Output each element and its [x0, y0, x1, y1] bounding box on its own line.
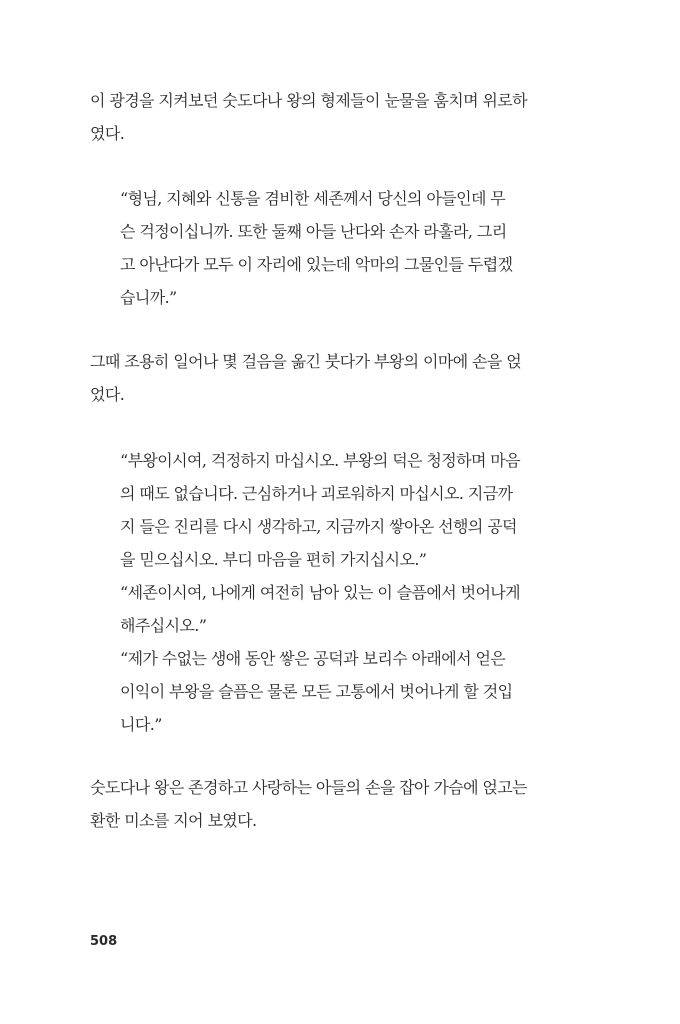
text-line: 을 믿으십시오. 부디 마음을 편히 가지십시오.”: [120, 550, 427, 569]
text-line: 니다.”: [120, 715, 162, 734]
quote-1: [120, 182, 512, 314]
page-number: 508: [90, 934, 118, 949]
quote-2: [120, 444, 520, 741]
text-line: 이익이 부왕을 슬픔은 물론 모든 고통에서 벗어나게 할 것입: [120, 682, 513, 701]
text-line: 였다.: [90, 124, 125, 143]
text-line: 슨 걱정이십니까. 또한 둘째 아들 난다와 손자 라훌라, 그리: [120, 222, 507, 241]
paragraph-1: [90, 84, 527, 150]
text-line: 이 광경을 지켜보던 숫도다나 왕의 형제들이 눈물을 훔치며 위로하: [90, 91, 528, 110]
text-line: 고 아난다가 모두 이 자리에 있는데 악마의 그물인들 두렵겠: [120, 255, 513, 274]
text-line: “제가 수없는 생애 동안 쌓은 공덕과 보리수 아래에서 얻은: [120, 649, 506, 668]
text-line: “형님, 지혜와 신통을 겸비한 세존께서 당신의 아들인데 무: [120, 189, 506, 208]
text-line: 었다.: [90, 385, 125, 404]
text-line: 환한 미소를 지어 보였다.: [90, 811, 257, 830]
text-line: “세존이시여, 나에게 여전히 남아 있는 이 슬픔에서 벗어나게: [120, 583, 521, 602]
text-line: “부왕이시여, 걱정하지 마십시오. 부왕의 덕은 청정하며 마음: [120, 451, 521, 470]
text-line: 의 때도 없습니다. 근심하거나 괴로워하지 마십시오. 지금까: [120, 484, 513, 503]
paragraph-2: [90, 345, 521, 411]
text-line: 습니까.”: [120, 288, 177, 307]
text-line: 숫도다나 왕은 존경하고 사랑하는 아들의 손을 잡아 가슴에 얹고는: [90, 778, 528, 797]
text-line: 해주십시오.”: [120, 616, 207, 635]
text-line: 지 들은 진리를 다시 생각하고, 지금까지 쌓아온 선행의 공덕: [120, 517, 517, 536]
paragraph-3: [90, 771, 527, 837]
text-line: 그때 조용히 일어나 몇 걸음을 옮긴 붓다가 부왕의 이마에 손을 얹: [90, 352, 522, 371]
